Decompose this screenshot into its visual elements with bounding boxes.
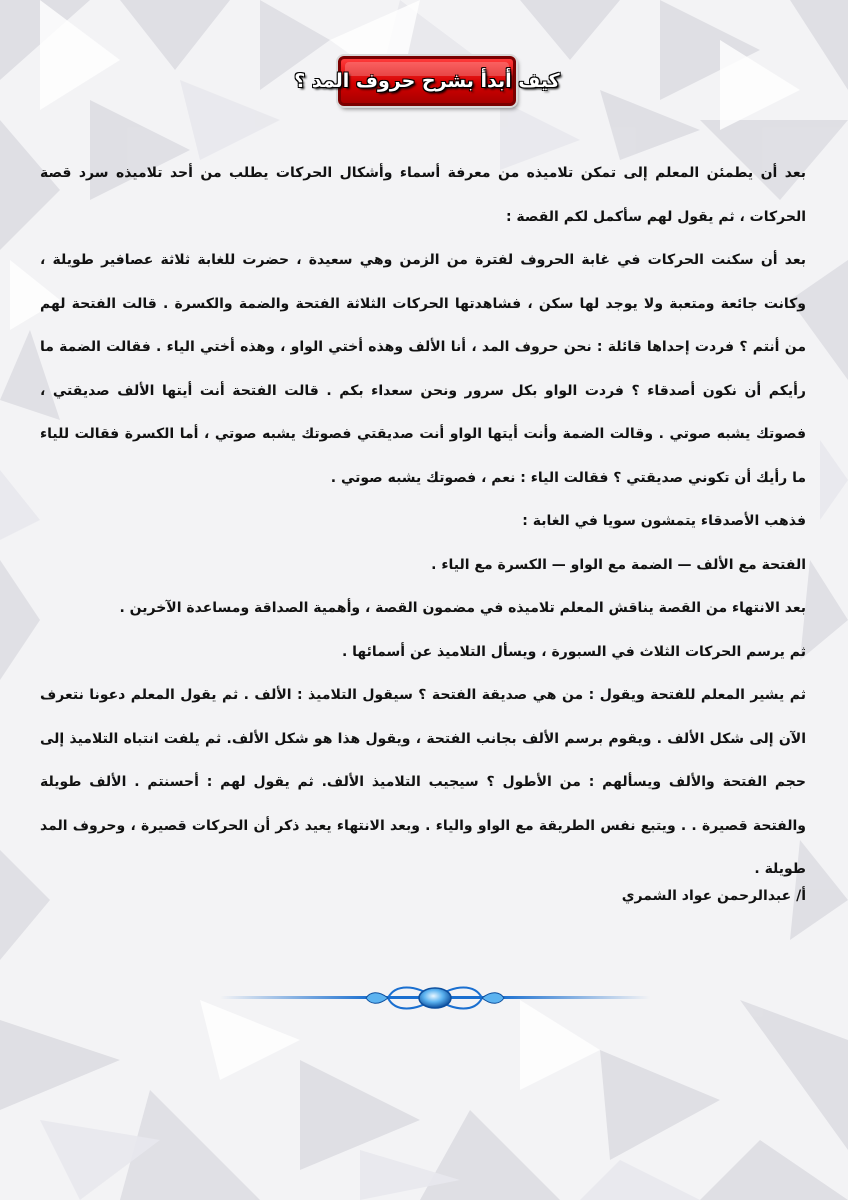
paragraph-discussion: بعد الانتهاء من القصة يناقش المعلم تلاميذه في مضمون القصة ، وأهمية الصداقة ومساعدة الآخرين . <box>119 600 806 616</box>
paragraph-story: بعد أن سكنت الحركات في غابة الحروف لفترة من الزمن وهي سعيدة ، حضرت للغابة ثلاثة عصافير طويلة ، وكانت جائعة ومتعبة ولا يوجد لها سكن ، فشاهدتها الحركات الثلاثة الفتحة والضمة والكسرة . قالت الفتحة لهم من أنتم ؟ فردت إحداها قائلة : نحن حروف المد ، أنا الألف وهذه أختي الواو ، وهذه أختي الياء . فقالت الضمة ما رأيكم أن نكون أصدقاء ؟ فردت الواو بكل سرور ونحن سعداء بكم . قالت الفتحة أنت أيتها الألف صديقتي ، فصوتك يشبه صوتي . وقالت الضمة وأنت أيتها الواو أنت صديقتي فصوتك يشبه صوتي ، أما الكسرة فقالت للياء ما رأيك أن تكوني صديقتي ؟ فقالت الياء : نعم ، فصوتك يشبه صوتي . <box>40 252 806 486</box>
paragraph-pairs: الفتحة مع الألف — الضمة مع الواو — الكسرة مع الياء . <box>431 556 806 573</box>
title-banner <box>294 56 560 106</box>
paragraph-intro: بعد أن يطمئن المعلم إلى تمكن تلاميذه من معرفة أسماء وأشكال الحركات يطلب من أحد تلاميذه سرد قصة الحركات ، ثم يقول لهم سأكمل لكم القصة : <box>40 165 806 225</box>
paragraph-draw-vowels: ثم يرسم الحركات الثلاث في السبورة ، ويسأل التلاميذ عن أسمائها . <box>341 643 806 660</box>
document-title: كيف أبدأ بشرح حروف المد ؟ <box>294 70 560 92</box>
ornamental-divider <box>220 980 650 1016</box>
document-body <box>40 152 806 892</box>
paragraph-friends-walk: فذهب الأصدقاء يتمشون سويا في الغابة : <box>522 513 806 529</box>
paragraph-lesson-steps: ثم يشير المعلم للفتحة ويقول : من هي صديقة الفتحة ؟ سيقول التلاميذ : الألف . ثم يقول المعلم دعونا نتعرف الآن إلى شكل الألف . ويقوم برسم الألف بجانب الفتحة ، ويقول هذا هو شكل الألف. ثم يلفت انتباه التلاميذ إلى حجم الفتحة والألف ويسألهم : من الأطول ؟ سيجيب التلاميذ الألف. ثم يقول لهم : أحسنتم . الألف طويلة والفتحة قصيرة . . ويتبع نفس الطريقة مع الواو والياء . وبعد الانتهاء يعيد ذكر أن الحركات قصيرة ، وحروف المد طويلة . <box>40 687 806 877</box>
author-signature: أ/ عبدالرحمن عواد الشمري <box>621 888 806 904</box>
